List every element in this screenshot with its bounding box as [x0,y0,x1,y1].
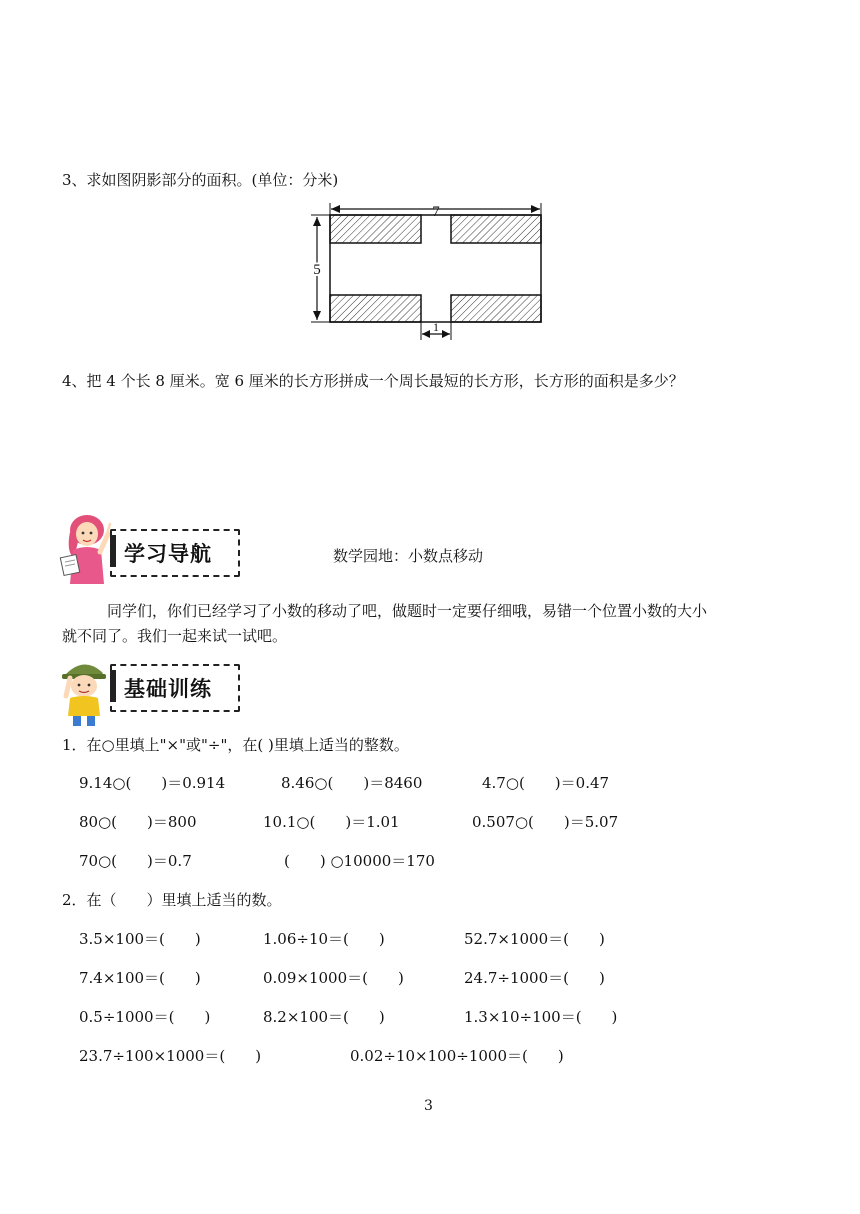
question-4-text: 4、把 4 个长 8 厘米。宽 6 厘米的长方形拼成一个周长最短的长方形，长方形的面积是多少？ [62,372,684,390]
exercise-2-title: 2．在（ ）里填上适当的数。 [62,891,282,909]
exercise-item: 1.3×10÷100＝( ) [464,1008,618,1026]
exercise-1-title: 1．在○里填上"×"或"÷"，在( )里填上适当的整数。 [62,736,409,754]
exercise-item: 1.06÷10＝( ) [263,930,385,948]
basic-training-label: 基础训练 [124,677,212,701]
exercise-item: 3.5×100＝( ) [79,930,201,948]
exercise-item: 8.46○( )＝8460 [281,774,423,792]
exercise-item: 80○( )＝800 [79,813,197,831]
study-navigation-badge [110,529,240,577]
exercise-item: 24.7÷1000＝( ) [464,969,605,987]
exercise-item: ( ) ○10000＝170 [284,852,435,870]
intro-line-1: 同学们，你们已经学习了小数的移动了吧，做题时一定要仔细哦，易错一个位置小数的大小 [107,602,708,620]
gap-label: 1 [433,320,439,334]
exercise-item: 0.5÷1000＝( ) [79,1008,211,1026]
shaded-area-figure [300,200,560,345]
exercise-item: 70○( )＝0.7 [79,852,192,870]
exercise-item: 52.7×1000＝( ) [464,930,605,948]
basic-training-badge [110,664,240,712]
width-label: 7 [432,204,440,220]
teacher-illustration [56,512,118,586]
exercise-item: 7.4×100＝( ) [79,969,201,987]
exercise-item: 23.7÷100×1000＝( ) [79,1047,262,1065]
section-subtitle: 数学园地：小数点移动 [333,547,484,565]
intro-line-2: 就不同了。我们一起来试一试吧。 [62,627,288,645]
height-label: 5 [313,262,321,278]
exercise-item: 0.02÷10×100÷1000＝( ) [350,1047,564,1065]
exercise-item: 10.1○( )＝1.01 [263,813,400,831]
student-illustration [58,656,110,728]
question-3-text: 3、求如图阴影部分的面积。(单位：分米) [62,171,339,189]
exercise-item: 0.507○( )＝5.07 [472,813,619,831]
exercise-item: 0.09×1000＝( ) [263,969,404,987]
page-number: 3 [424,1098,433,1114]
exercise-item: 4.7○( )＝0.47 [482,774,610,792]
exercise-item: 8.2×100＝( ) [263,1008,385,1026]
exercise-item: 9.14○( )＝0.914 [79,774,226,792]
study-navigation-label: 学习导航 [124,542,212,566]
